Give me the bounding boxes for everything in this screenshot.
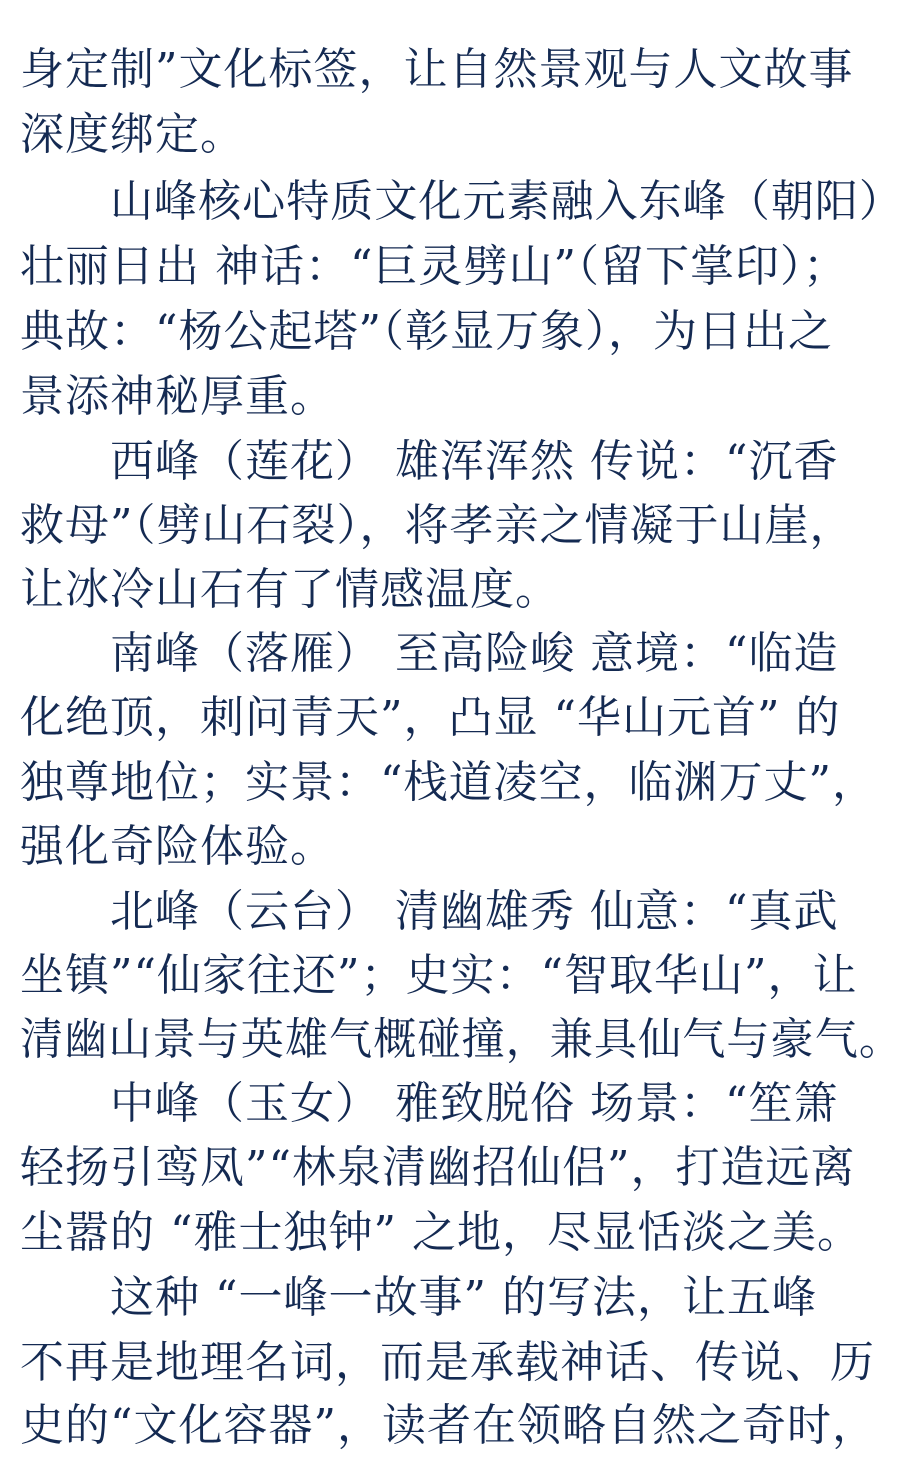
text-line-8: 救母”（劈山石裂），将孝亲之情凝于山崖， [20, 500, 855, 551]
text-line-13: 强化奇险体验。 [20, 821, 335, 872]
text-line-17: 中峰（玉女） 雅致脱俗 场景：“笙箫 [110, 1078, 839, 1129]
text-line-12: 独尊地位；实景：“栈道凌空，临渊万丈”， [20, 757, 877, 808]
text-line-22: 史的“文化容器”，读者在领略自然之奇时， [20, 1400, 877, 1451]
text-line-21: 不再是地理名词，而是承载神话、传说、历 [20, 1337, 875, 1388]
text-line-1: 身定制”文化标签，让自然景观与人文故事 [20, 44, 854, 95]
text-line-7: 西峰（莲花） 雄浑浑然 传说：“沉香 [110, 436, 839, 487]
text-line-14: 北峰（云台） 清幽雄秀 仙意：“真武 [110, 886, 839, 937]
text-line-15: 坐镇”“仙家往还”；史实：“智取华山”，让 [20, 950, 858, 1001]
text-line-16: 清幽山景与英雄气概碰撞，兼具仙气与豪气。 [20, 1014, 903, 1065]
text-line-20: 这种 “一峰一故事” 的写法，让五峰 [110, 1272, 817, 1323]
text-line-11: 化绝顶，刺问青天”，凸显 “华山元首” 的 [20, 692, 841, 743]
text-line-2: 深度绑定。 [20, 109, 245, 160]
text-line-18: 轻扬引鸾凤”“林泉清幽招仙侣”，打造远离 [20, 1142, 856, 1193]
text-line-4: 壮丽日出 神话：“巨灵劈山”（留下掌印）； [20, 241, 848, 292]
text-line-3: 山峰核心特质文化元素融入东峰（朝阳） [110, 176, 903, 227]
text-line-9: 让冰冷山石有了情感温度。 [20, 564, 560, 615]
text-line-10: 南峰（落雁） 至高险峻 意境：“临造 [110, 628, 839, 679]
text-line-19: 尘嚣的 “雅士独钟” 之地，尽显恬淡之美。 [20, 1207, 862, 1258]
text-line-5: 典故：“杨公起塔”（彰显万象），为日出之 [20, 306, 833, 357]
text-line-6: 景添神秘厚重。 [20, 371, 335, 422]
